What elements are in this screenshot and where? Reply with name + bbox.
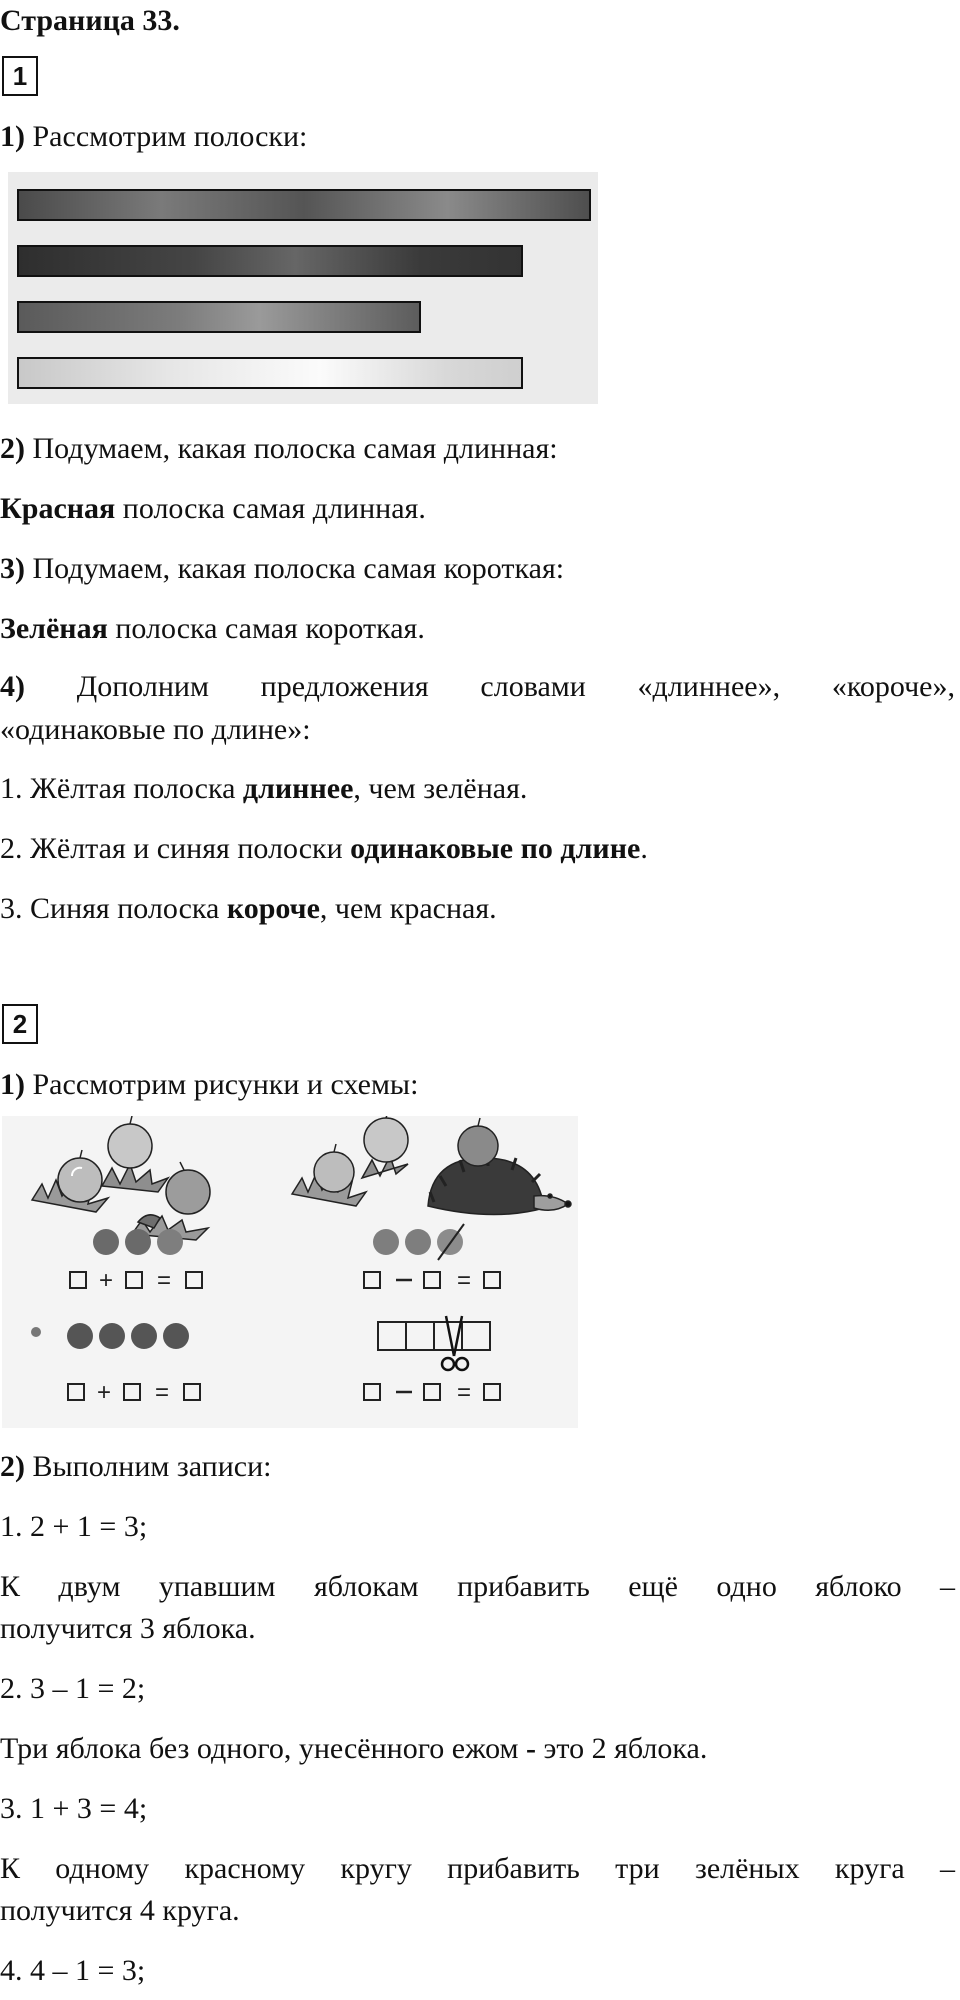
equation-4: 4. 4 – 1 = 3;	[0, 1954, 146, 1987]
step-number: 2)	[0, 432, 25, 465]
task-number-2: 2	[2, 1004, 38, 1044]
sentence-part: , чем красная.	[319, 892, 497, 925]
sentence-bold: короче	[226, 892, 320, 925]
sentence-part: 1. Жёлтая полоска	[0, 772, 243, 805]
sentence-part: .	[640, 832, 648, 865]
step-number: 1)	[0, 120, 25, 153]
equation-1: 1. 2 + 1 = 3;	[0, 1510, 148, 1543]
equation-3-explanation-line1: К одному красному кругу прибавить три зелёных круга –	[0, 1852, 955, 1885]
step-text: Дополним предложения словами «длиннее», «короче»,	[25, 670, 955, 703]
answer-bold: Красная	[0, 492, 116, 525]
sentence-1	[0, 770, 527, 808]
page-title: Страница 33.	[0, 4, 180, 37]
dot	[67, 1323, 93, 1349]
op-equals: =	[456, 1267, 472, 1294]
step-number: 3)	[0, 552, 25, 585]
apples-schemes-figure	[2, 1116, 578, 1428]
step-text: Рассмотрим рисунки и схемы:	[25, 1068, 419, 1101]
answer-bold: Зелёная	[0, 612, 108, 645]
op-plus: +	[96, 1379, 112, 1406]
sentence-part: это 2 яблока.	[536, 1732, 708, 1765]
op-equals: =	[154, 1379, 170, 1406]
step-number: 1)	[0, 1068, 25, 1101]
dot	[93, 1229, 119, 1255]
dot	[163, 1323, 189, 1349]
task-number-1: 1	[2, 56, 38, 96]
step-text: Выполним записи:	[25, 1450, 272, 1483]
strip-red	[18, 190, 590, 220]
dot	[99, 1323, 125, 1349]
step-number: 4)	[0, 670, 25, 703]
strips-figure	[8, 172, 598, 404]
sentence-part: 2. Жёлтая и синяя полоски	[0, 832, 351, 865]
sentence-3	[0, 890, 497, 928]
strip-yellow	[18, 358, 522, 388]
op-equals: =	[456, 1379, 472, 1406]
sentence-bold: длиннее	[242, 772, 354, 805]
equation-1-explanation-line1: К двум упавшим яблокам прибавить ещё одно яблоко –	[0, 1570, 955, 1603]
sentence-bold: -	[526, 1732, 536, 1765]
small-dot	[31, 1327, 41, 1337]
strip-green	[18, 302, 420, 332]
step-text: Подумаем, какая полоска самая короткая:	[25, 552, 565, 585]
step-text: Рассмотрим полоски:	[25, 120, 308, 153]
equation-2: 2. 3 – 1 = 2;	[0, 1672, 146, 1705]
dot	[373, 1229, 399, 1255]
task2-step2	[0, 1448, 271, 1486]
dot	[131, 1323, 157, 1349]
answer-text: полоска самая длинная.	[115, 492, 426, 525]
sentence-part: , чем зелёная.	[353, 772, 528, 805]
dot	[125, 1229, 151, 1255]
step-number: 2)	[0, 1450, 25, 1483]
op-plus: +	[98, 1267, 114, 1294]
strip-blue	[18, 246, 522, 276]
dot	[405, 1229, 431, 1255]
equation-3-explanation-line2: получится 4 круга.	[0, 1894, 240, 1927]
task1-step4-line2: «одинаковые по длине»:	[0, 713, 311, 746]
sentence-bold: одинаковые по длине	[350, 832, 641, 865]
equation-3: 3. 1 + 3 = 4;	[0, 1792, 148, 1825]
answer-text: полоска самая короткая.	[107, 612, 425, 645]
equation-1-explanation-line2: получится 3 яблока.	[0, 1612, 256, 1645]
task2-step1	[0, 1066, 418, 1104]
step-text: Подумаем, какая полоска самая длинная:	[25, 432, 558, 465]
sentence-part: Три яблока без одного, унесённого ежом	[0, 1732, 526, 1765]
task1-answer2	[0, 490, 426, 528]
sentence-part: 3. Синяя полоска	[0, 892, 227, 925]
task1-step3	[0, 550, 564, 588]
sentence-2	[0, 830, 648, 868]
task1-step2	[0, 430, 558, 468]
task1-step4-line1	[0, 668, 955, 706]
task1-answer3	[0, 610, 425, 648]
equation-2-explanation	[0, 1730, 707, 1768]
task1-step1	[0, 118, 307, 156]
dot	[157, 1229, 183, 1255]
op-equals: =	[156, 1267, 172, 1294]
